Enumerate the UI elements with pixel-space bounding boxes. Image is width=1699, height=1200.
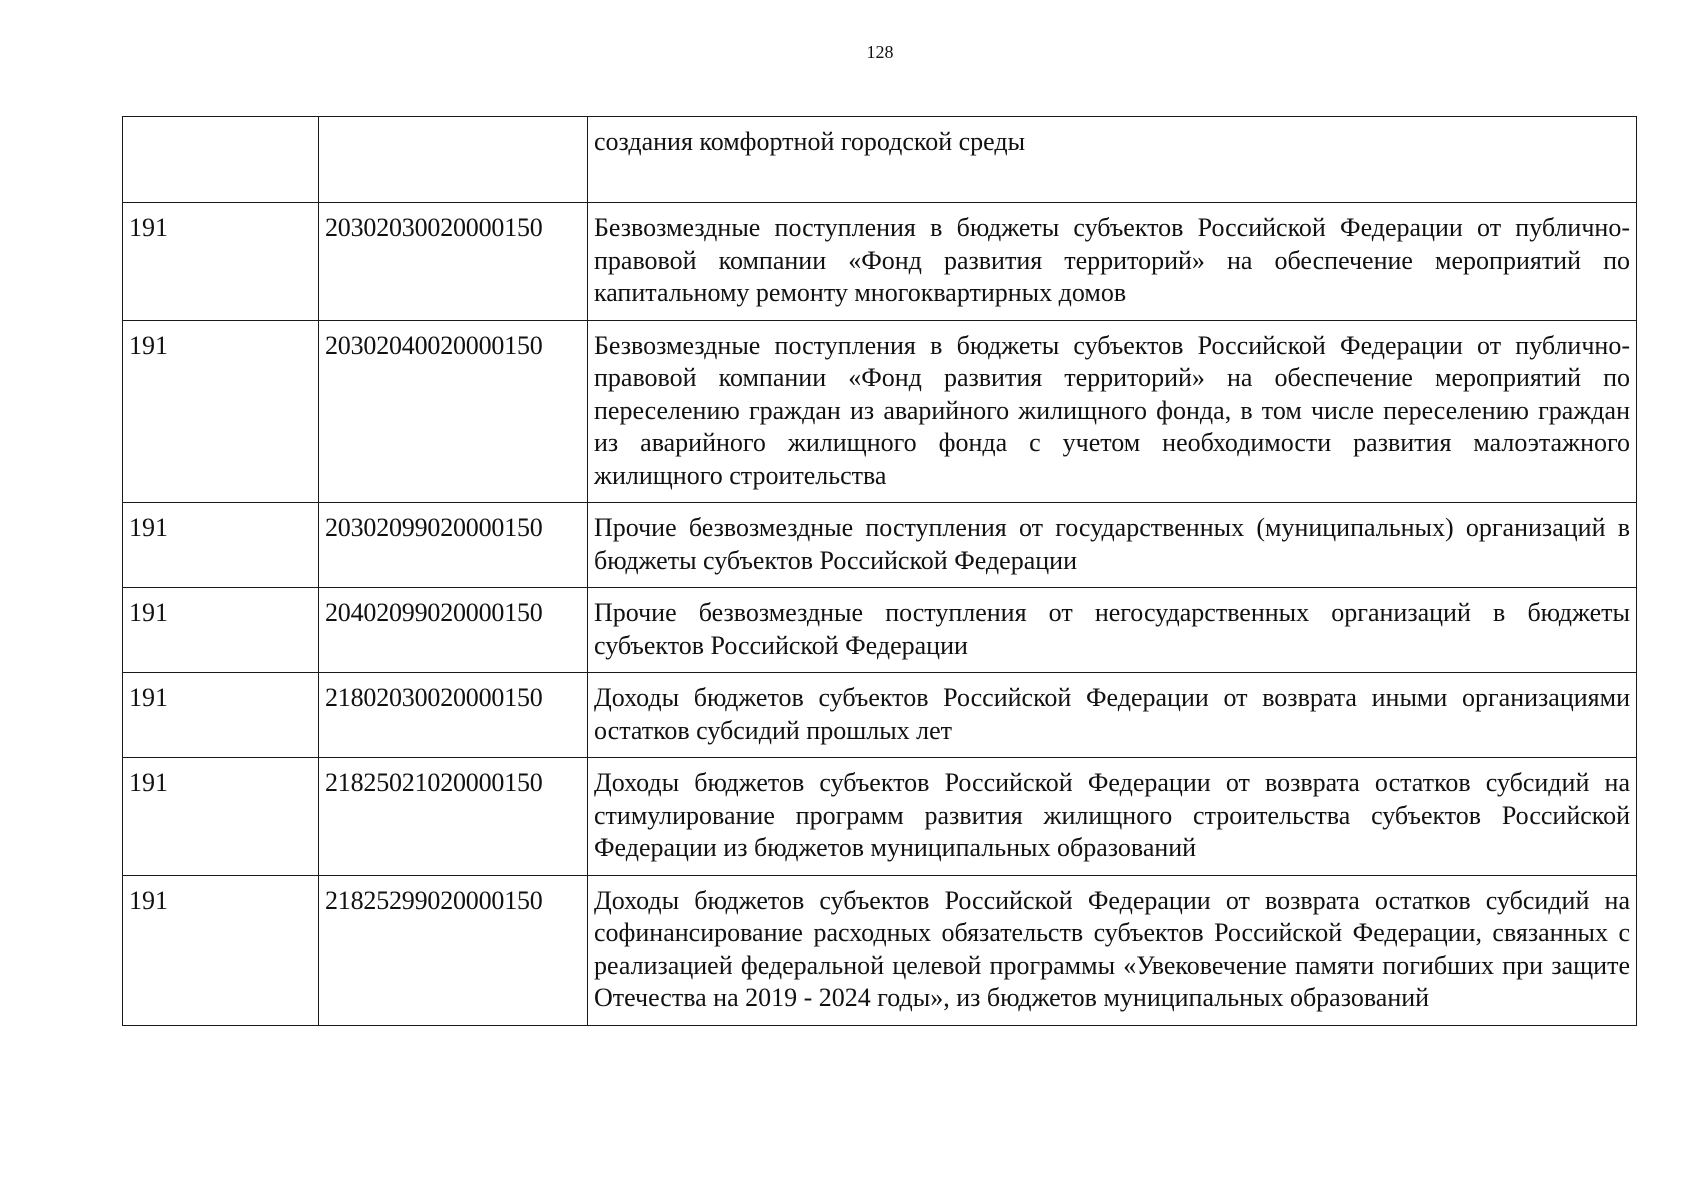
admin-code-cell: 191 xyxy=(123,875,319,1025)
description-cell: Прочие безвозмездные поступления от государственных (муниципальных) организаций в бюджеты субъектов Российской Федерации xyxy=(588,503,1637,588)
revenue-code-cell: 21802030020000150 xyxy=(319,673,588,758)
revenue-code-cell: 21825299020000150 xyxy=(319,875,588,1025)
table-row xyxy=(123,875,1637,1025)
description-cell: Доходы бюджетов субъектов Российской Федерации от возврата иными организациями остатков субсидий прошлых лет xyxy=(588,673,1637,758)
description-cell: Прочие безвозмездные поступления от негосударственных организаций в бюджеты субъектов Российской Федерации xyxy=(588,588,1637,673)
revenue-code-cell: 21825021020000150 xyxy=(319,758,588,876)
description-cell: создания комфортной городской среды xyxy=(588,117,1637,203)
revenue-codes-table xyxy=(122,116,1637,1026)
revenue-code-cell: 20302030020000150 xyxy=(319,203,588,321)
description-cell: Доходы бюджетов субъектов Российской Федерации от возврата остатков субсидий на стимулирование программ развития жилищного строительства субъектов Российской Федерации из бюджетов муниципальных образований xyxy=(588,758,1637,876)
table-row xyxy=(123,203,1637,321)
table-row xyxy=(123,117,1637,203)
admin-code-cell: 191 xyxy=(123,758,319,876)
revenue-code-cell xyxy=(319,117,588,203)
table-row xyxy=(123,320,1637,503)
admin-code-cell: 191 xyxy=(123,673,319,758)
admin-code-cell: 191 xyxy=(123,503,319,588)
table-row xyxy=(123,503,1637,588)
page-number: 128 xyxy=(866,42,894,62)
table-row xyxy=(123,588,1637,673)
revenue-code-cell: 20302040020000150 xyxy=(319,320,588,503)
description-cell: Безвозмездные поступления в бюджеты субъектов Российской Федерации от публично-правовой компании «Фонд развития территорий» на обеспечение мероприятий по капитальному ремонту многоквартирных домов xyxy=(588,203,1637,321)
admin-code-cell xyxy=(123,117,319,203)
admin-code-cell: 191 xyxy=(123,588,319,673)
table-row xyxy=(123,673,1637,758)
admin-code-cell: 191 xyxy=(123,203,319,321)
admin-code-cell: 191 xyxy=(123,320,319,503)
description-cell: Доходы бюджетов субъектов Российской Федерации от возврата остатков субсидий на софинансирование расходных обязательств субъектов Российской Федерации, связанных с реализацией федеральной целевой программы «Увековечение памяти погибших при защите Отечества на 2019 - 2024 годы», из бюджетов муниципальных образований xyxy=(588,875,1637,1025)
description-cell: Безвозмездные поступления в бюджеты субъектов Российской Федерации от публично-правовой компании «Фонд развития территорий» на обеспечение мероприятий по переселению граждан из аварийного жилищного фонда, в том числе переселению граждан из аварийного жилищного фонда с учетом необходимости развития малоэтажного жилищного строительства xyxy=(588,320,1637,503)
table-row xyxy=(123,758,1637,876)
revenue-code-cell: 20302099020000150 xyxy=(319,503,588,588)
revenue-code-cell: 20402099020000150 xyxy=(319,588,588,673)
